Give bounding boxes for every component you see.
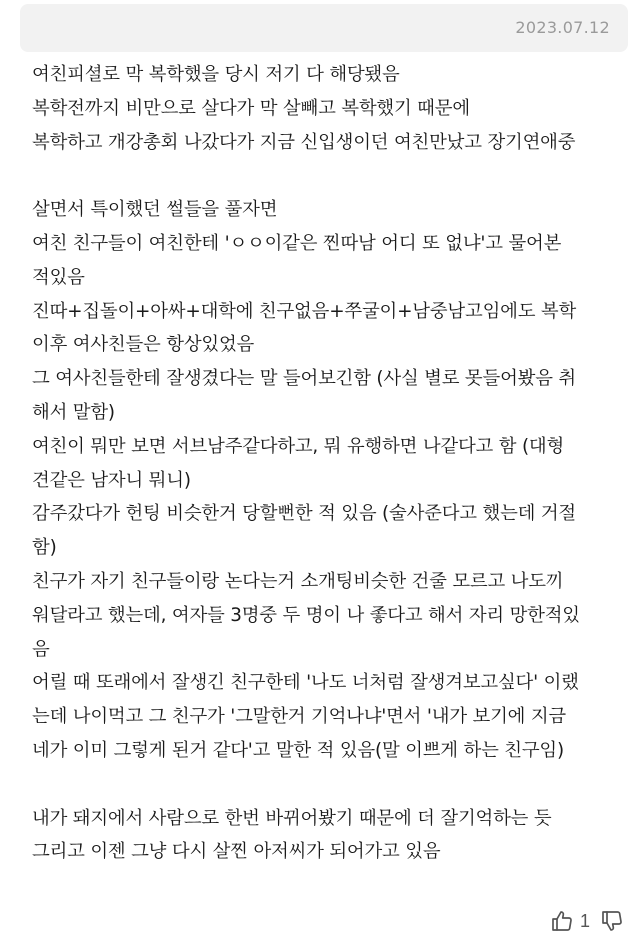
- vote-bar: [550, 904, 624, 938]
- post-text-line: 복학전까지 비만으로 살다가 막 살빼고 복학했기 때문에: [32, 97, 470, 119]
- post-text-line: 내가 돼지에서 사람으로 한번 바뀌어봤기 때문에 더 잘기억하는 듯: [32, 807, 552, 829]
- post-text-line: 살면서 특이했던 썰들을 풀자면: [32, 199, 278, 221]
- like-count: 1: [579, 910, 590, 931]
- post-text-line: 함): [32, 537, 57, 559]
- post-text-line: 그리고 이젠 그냥 다시 살찐 아저씨가 되어가고 있음: [32, 841, 441, 863]
- post-text-line: 감주갔다가 헌팅 비슷한거 당할뻔한 적 있음 (술사준다고 했는데 거절: [32, 503, 576, 525]
- dislike-button[interactable]: [600, 909, 624, 933]
- post-text-line: 여친피셜로 막 복학했을 당시 저기 다 해당됐음: [32, 64, 400, 85]
- like-button[interactable]: [550, 909, 590, 933]
- post-text-line: 는데 나이먹고 그 친구가 '그말한거 기억나냐'면서 '내가 보기에 지금: [32, 706, 566, 728]
- thumbs-up-icon: [550, 909, 574, 933]
- post-text-line: 여친이 뭐만 보면 서브남주같다하고, 뭐 유행하면 나같다고 함 (대형: [32, 435, 565, 457]
- post-date: 2023.07.12: [515, 18, 610, 37]
- comment-header-bar: [20, 4, 628, 52]
- thumbs-down-icon: [600, 909, 624, 933]
- post-text-line: 그 여사친들한테 잘생겼다는 말 들어보긴함 (사실 별로 못들어봤음 취: [32, 368, 576, 390]
- post-text-line: 진따+집돌이+아싸+대학에 친구없음+쭈굴이+남중남고임에도 복학: [32, 300, 577, 322]
- post-text-line: 친구가 자기 친구들이랑 논다는거 소개팅비슷한 건줄 모르고 나도끼: [32, 570, 564, 592]
- post-text-line: 적있음: [32, 266, 85, 288]
- post-text-line: 음: [32, 638, 50, 660]
- post-text-line: 네가 이미 그렇게 된거 같다'고 말한 적 있음(말 이쁘게 하는 친구임): [32, 739, 564, 761]
- post-text-line: 어릴 때 또래에서 잘생긴 친구한테 '나도 너처럼 잘생겨보고싶다' 이랬: [32, 672, 579, 694]
- post-text-line: 견같은 남자니 뭐니): [32, 469, 191, 491]
- blank-line: [32, 768, 632, 802]
- post-text-line: 이후 여사친들은 항상있었음: [32, 334, 255, 356]
- post-text-line: 여친 친구들이 여친한테 'ㅇㅇ이같은 찐따남 어디 또 없냐'고 물어본: [32, 232, 562, 254]
- post-text-line: 복학하고 개강총회 나갔다가 지금 신입생이던 여친만났고 장기연애중: [32, 131, 576, 153]
- post-text-line: 해서 말함): [32, 401, 115, 423]
- post-body: [32, 58, 632, 869]
- post-text-line: 워달라고 했는데, 여자들 3명중 두 명이 나 좋다고 해서 자리 망한적있: [32, 604, 580, 626]
- blank-line: [32, 159, 632, 193]
